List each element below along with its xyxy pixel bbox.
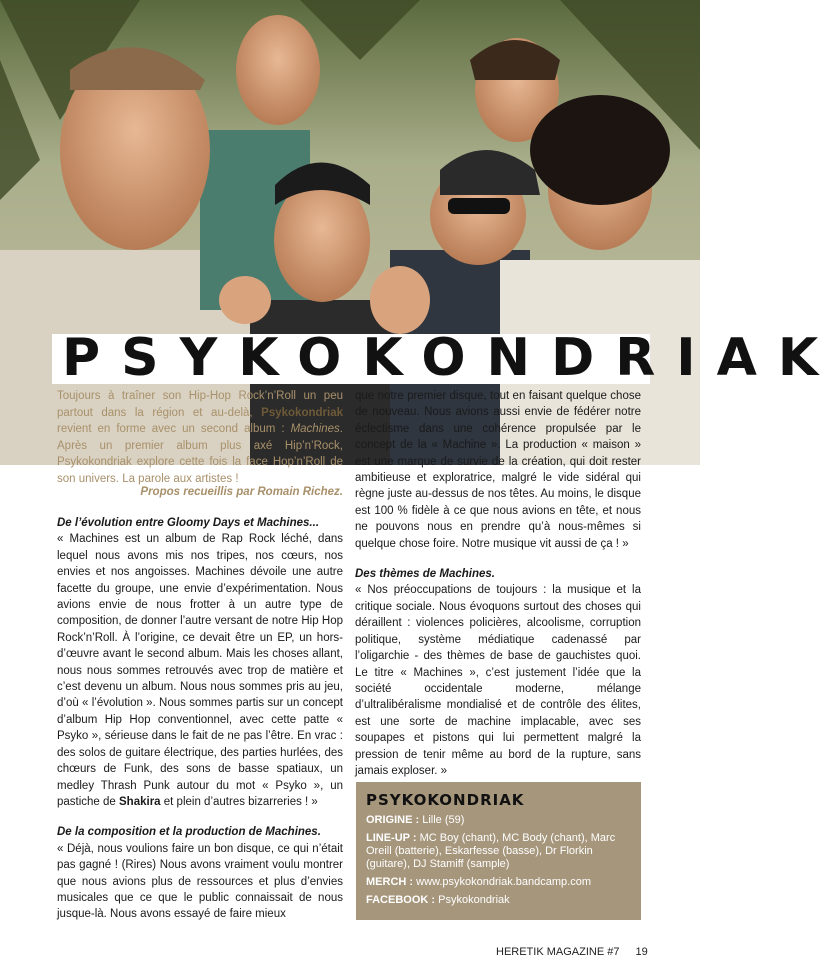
lead-album-name: Machines bbox=[290, 423, 340, 436]
section-heading: Des thèmes de Machines. bbox=[355, 568, 495, 581]
interview-credit: Propos recueillis par Romain Richez. bbox=[140, 486, 343, 498]
info-row-origine bbox=[366, 814, 631, 827]
merch-link[interactable]: www.psykokondriak.bandcamp.com bbox=[416, 876, 591, 888]
lead-band-name: Psykokondriak bbox=[261, 406, 343, 419]
artist-name: Shakira bbox=[119, 795, 161, 808]
lead-text: Toujours à traîner son Hip-Hop Rock’n’Roll un peu partout dans la région et au-delà, bbox=[57, 390, 343, 419]
section-heading: De l’évolution entre Gloomy Days et Machines... bbox=[57, 517, 320, 529]
facebook-link[interactable]: Psykokondriak bbox=[438, 894, 510, 906]
paragraph-text: « Machines est un album de Rap Rock léché, dans lequel nous avons mis nos tripes, nos cœurs, nos envies et nos angoisses. Machines dévoile une autre facette du groupe, une envie d’expérimentation. Nous avions envie de nous frotter à un autre type de composition, de donner l’autre versant de notre Hip Hop Rock’n’Roll. À l’origine, ce devait être un EP, un hors-d’œuvre avant le second album. Mais les choses allant, nous nous sommes retrouvés avec trop de matière et c’est devenu un album. Nous nous sommes pris au jeu, d’où « l’évolution ». Nous sommes partis sur un concept d’album Hip Hop conventionnel, avec cette patte « Psyko », sérieuse dans le fait de ne pas l’être. En vrac : des solos de guitare électrique, des parties hurlées, des chœurs de Funk, des sons de basse spatiaux, un medley Thrash Punk autour du mot « Psyko », un pastiche de bbox=[57, 533, 343, 808]
info-row-lineup bbox=[366, 832, 631, 871]
spacer bbox=[355, 552, 641, 566]
info-label: ORIGINE : bbox=[366, 814, 420, 826]
info-label: FACEBOOK : bbox=[366, 894, 436, 906]
lead-text: revient en forme avec un second album : bbox=[57, 423, 291, 436]
info-row-merch bbox=[366, 876, 631, 889]
band-info-box bbox=[356, 782, 641, 920]
info-box-rows bbox=[366, 814, 631, 912]
info-value: Lille (59) bbox=[422, 814, 465, 826]
column-left bbox=[57, 515, 343, 923]
magazine-name: HERETIK MAGAZINE #7 bbox=[496, 946, 620, 958]
column-right bbox=[355, 388, 641, 779]
page-footer bbox=[496, 946, 648, 958]
paragraph bbox=[57, 531, 343, 810]
page-number: 19 bbox=[635, 946, 648, 958]
section-heading: De la composition et la production de Machines. bbox=[57, 826, 321, 839]
article-title: PSYKOKONDRIAK bbox=[62, 328, 839, 388]
info-value: MC Boy (chant), MC Body (chant), Marc Oreill (batterie), Eskarfesse (basse), Dr Florkin (guitare), DJ Stamiff (sample) bbox=[366, 832, 616, 870]
lead-text: . Après un premier album plus axé Hip’n’Rock, Psykokondriak explore cette fois la face Hop’n’Roll de son univers. La parole aux artistes ! bbox=[57, 423, 343, 485]
info-box-title: PSYKOKONDRIAK bbox=[366, 791, 525, 809]
paragraph-text: et plein d’autres bizarreries ! » bbox=[160, 795, 318, 808]
info-row-facebook bbox=[366, 894, 631, 907]
info-label: MERCH : bbox=[366, 876, 414, 888]
paragraph: « Nos préoccupations de toujours : la musique et la critique sociale. Nous évoquons surtout des choses qui déraillent : violences policières, alcoolisme, corruption politique, système médiatique cadenassé par l’oligarchie - des thèmes de base de gauchistes quoi. Le titre « Machines », c’est justement l’idée que la société occidentale moderne, mélange d’ultralibéralisme mondialisé et de contrôle des élites, est une sorte de machine implacable, avec ses soupapes et pistons qui lui permettent malgré la pression de tenir même au bord de la rupture, sans jamais exploser. » bbox=[355, 584, 641, 777]
paragraph: « Déjà, nous voulions faire un bon disque, ce qui n’était pas gagné ! (Rires) Nous avons vraiment voulu montrer que nous avions plus de ressources et plus d’envies musicales que ce que le public connaissait de nous jusque-là. Nous avons essayé de faire mieux bbox=[57, 842, 343, 921]
paragraph: que notre premier disque, tout en faisant quelque chose de nouveau. Nous avions aussi envie de fédérer notre éclectisme dans une cohérence propulsée par le concept de la « Machine ». La production « maison » est une marque de survie de la création, qui doit rester ambitieuse et exploratrice, malgré le vide sidéral qui règne juste au-dessus de nos têtes. Au moins, le disque est 100 % fidèle à ce que nous avions en tête, et nous ne pouvons nous en prendre qu’à nous-mêmes si quelque chose foire. Notre musique vit aussi de ça ! » bbox=[355, 390, 641, 550]
spacer bbox=[57, 810, 343, 824]
info-label: LINE-UP : bbox=[366, 832, 417, 844]
lead-paragraph bbox=[57, 388, 343, 488]
